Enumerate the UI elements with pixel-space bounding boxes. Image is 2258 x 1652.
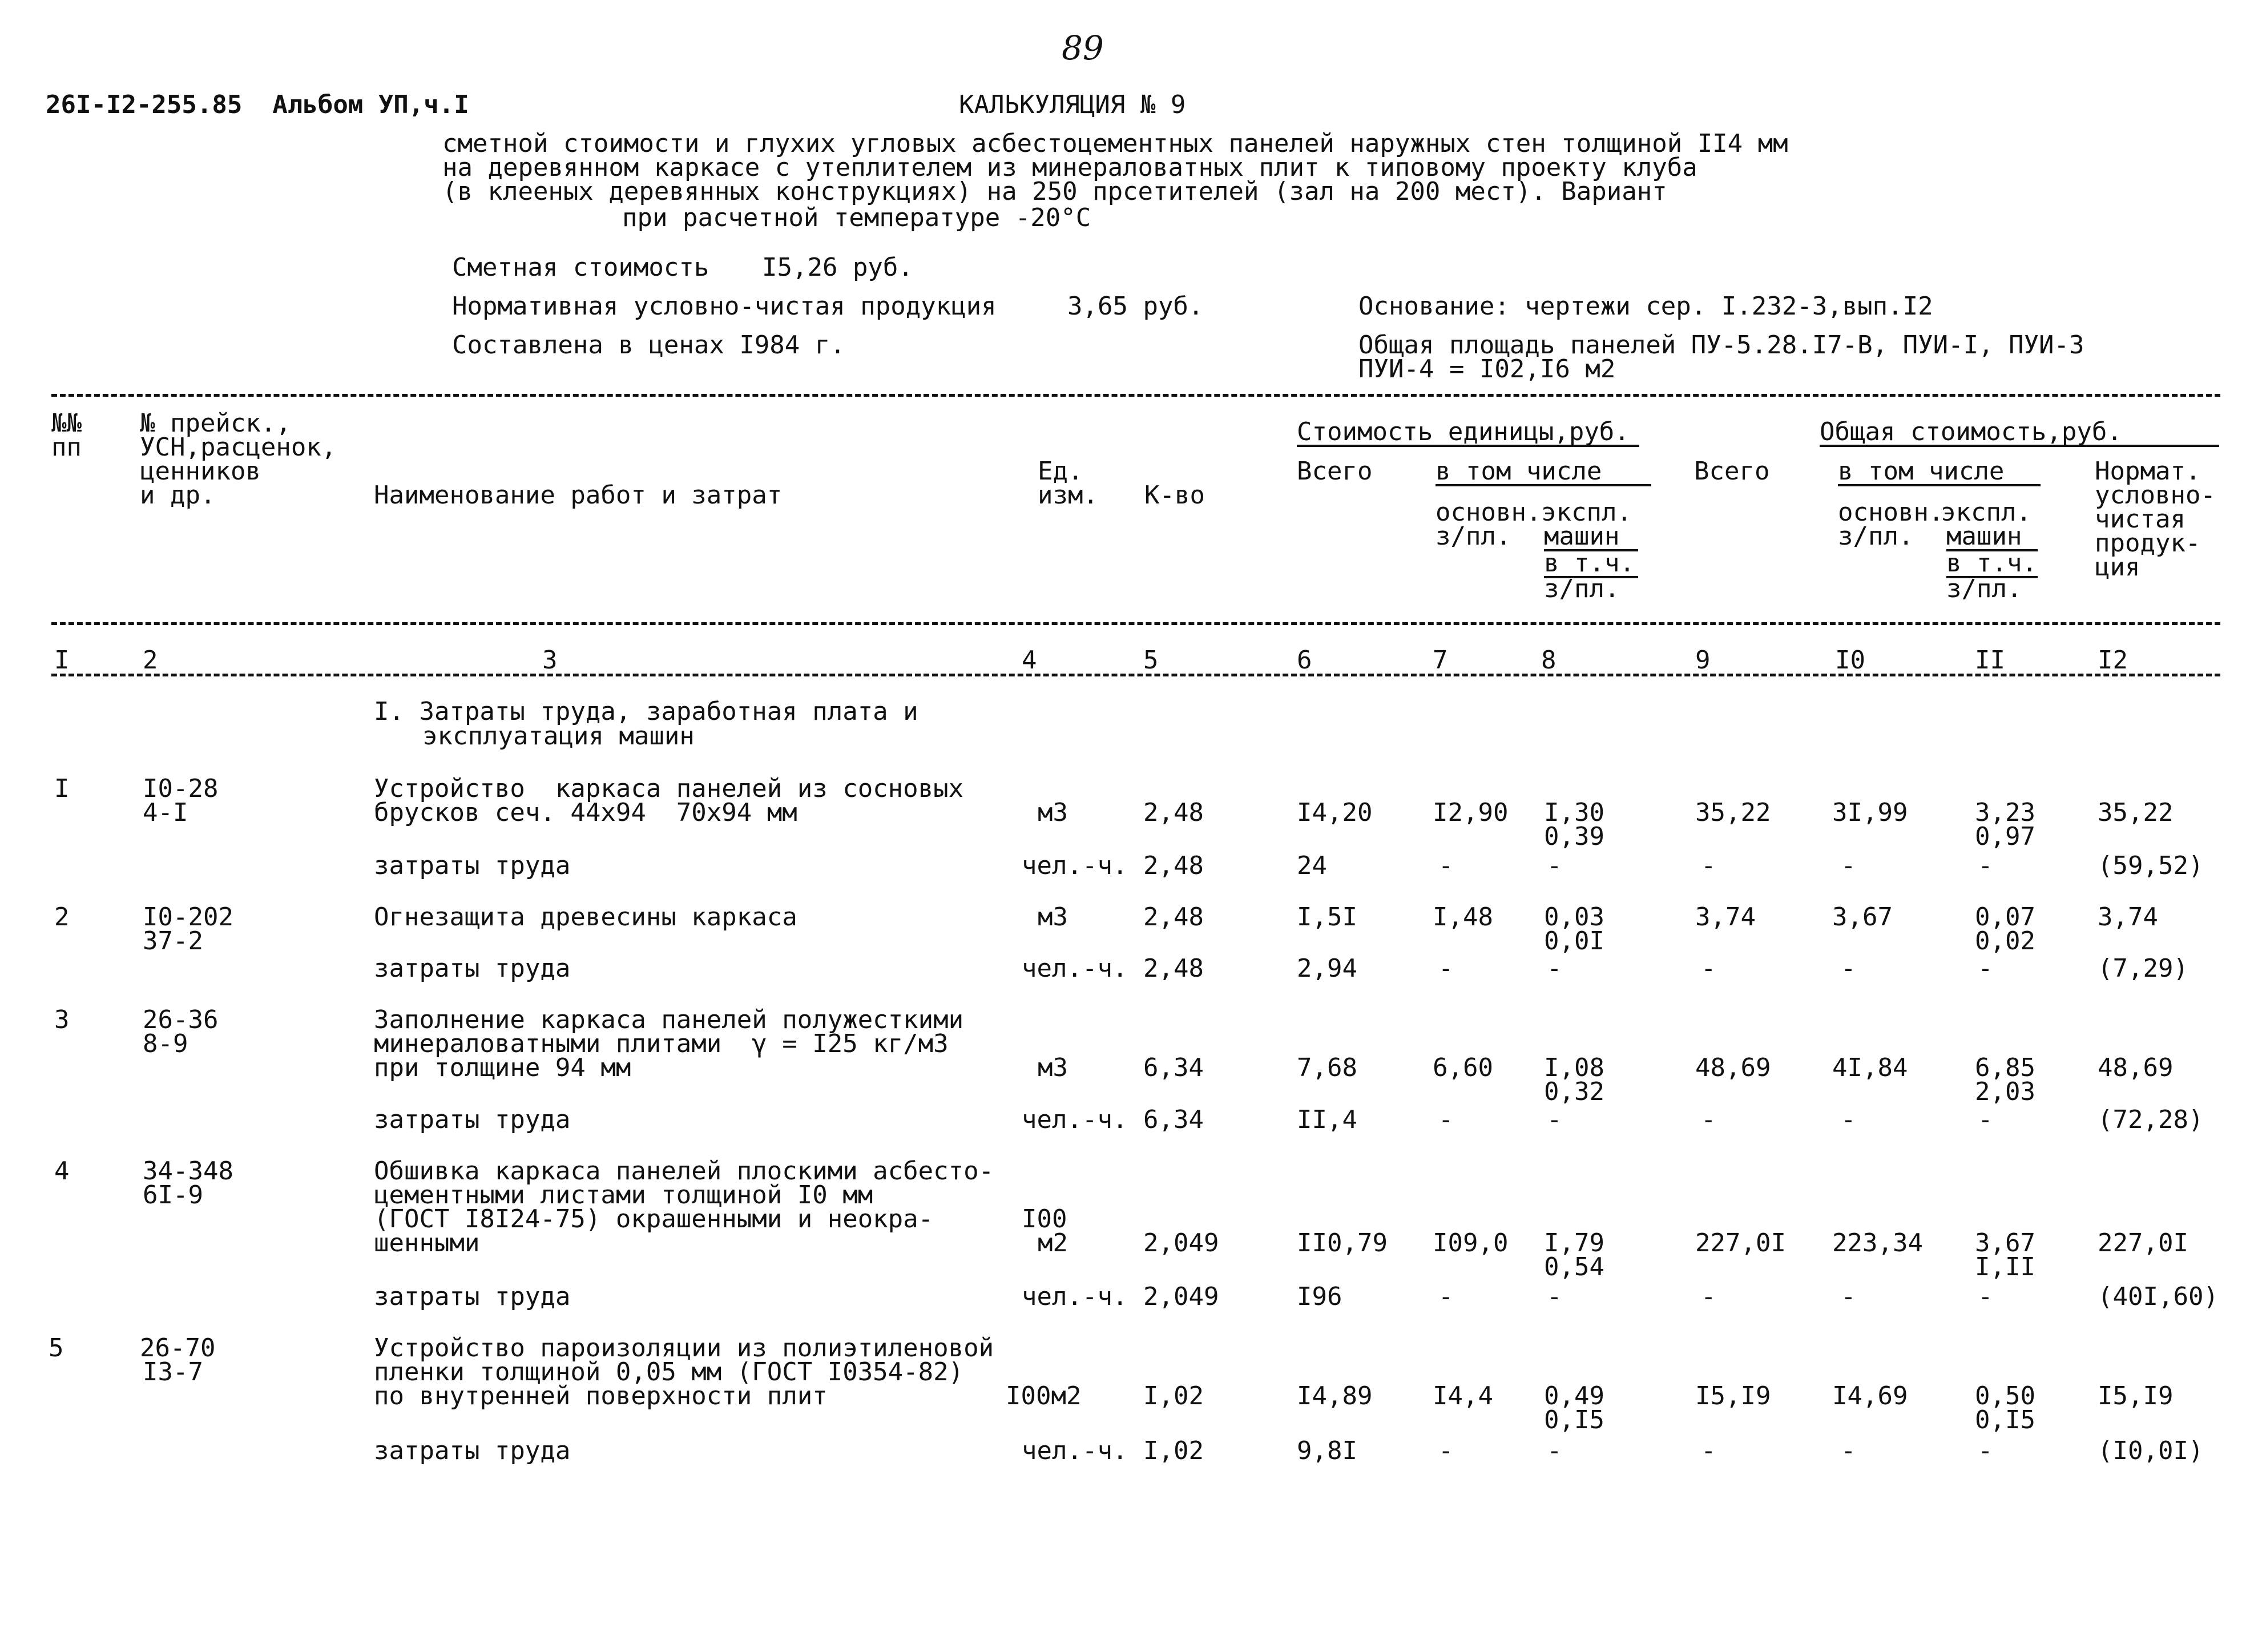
row-unit-base-wage: I,48 bbox=[1433, 902, 1493, 932]
labor-hours: 24 bbox=[1297, 851, 1327, 880]
row-unit-machines: I,79 bbox=[1544, 1228, 1604, 1258]
labor-dash: - bbox=[1547, 954, 1562, 983]
row-work-name: брусков сеч. 44х94 70х94 мм bbox=[374, 798, 797, 827]
row-number: 3 bbox=[54, 1005, 70, 1034]
row-code: 37-2 bbox=[143, 926, 203, 956]
labor-dash: - bbox=[1841, 851, 1856, 880]
row-unit-machines: I,30 bbox=[1544, 798, 1604, 827]
column-number: 2 bbox=[143, 646, 158, 675]
row-norm-product: 35,22 bbox=[2098, 798, 2174, 827]
labor-dash: - bbox=[1438, 954, 1454, 983]
header-unit-machines-wage: з/пл. bbox=[1544, 574, 1620, 603]
labor-dash: - bbox=[1978, 1282, 1993, 1311]
header-norm-product: ция bbox=[2095, 553, 2140, 582]
row-total-machines: 3,23 bbox=[1975, 798, 2035, 827]
panel-area-line: ПУИ-4 = I02,I6 м2 bbox=[1358, 354, 1616, 384]
row-unit-machines-wage: 0,54 bbox=[1544, 1252, 1604, 1282]
row-unit-machines-wage: 0,0I bbox=[1544, 926, 1604, 956]
row-total-base-wage: 4I,84 bbox=[1832, 1053, 1908, 1082]
row-unit: м3 bbox=[1038, 1053, 1068, 1082]
row-unit-total: 7,68 bbox=[1297, 1053, 1357, 1082]
row-total-machines-wage: 0,97 bbox=[1975, 822, 2035, 851]
row-unit-machines: 0,03 bbox=[1544, 902, 1604, 932]
row-unit-base-wage: I4,4 bbox=[1433, 1381, 1493, 1411]
prices-year-label: Составлена в ценах I984 г. bbox=[452, 331, 845, 360]
row-total-machines-wage: 0,I5 bbox=[1975, 1405, 2035, 1435]
calculation-title: КАЛЬКУЛЯЦИЯ № 9 bbox=[959, 90, 1186, 119]
labor-dash: - bbox=[1701, 1282, 1716, 1311]
row-unit-machines-wage: 0,32 bbox=[1544, 1077, 1604, 1106]
row-code: 4-I bbox=[143, 798, 188, 827]
labor-norm-product: (7,29) bbox=[2098, 954, 2188, 983]
normative-product-value: 3,65 руб. bbox=[1067, 292, 1204, 321]
row-unit-total: II0,79 bbox=[1297, 1228, 1388, 1258]
row-work-name: Устройство каркаса панелей из сосновых bbox=[374, 774, 964, 803]
labor-dash: - bbox=[1701, 851, 1716, 880]
header-unit-incl: в том числе bbox=[1436, 459, 1651, 486]
column-number: 9 bbox=[1695, 646, 1711, 675]
row-norm-product: I5,I9 bbox=[2098, 1381, 2174, 1411]
header-unit-base-wage: з/пл. bbox=[1436, 522, 1511, 551]
row-total: 48,69 bbox=[1695, 1053, 1771, 1082]
row-quantity: I,02 bbox=[1143, 1381, 1204, 1411]
row-total-machines-wage: 2,03 bbox=[1975, 1077, 2035, 1106]
labor-dash: - bbox=[1547, 1105, 1562, 1134]
labor-dash: - bbox=[1701, 1105, 1716, 1134]
labor-label: затраты труда bbox=[374, 1436, 571, 1465]
labor-unit: чел.-ч. bbox=[1022, 954, 1128, 983]
column-number: I0 bbox=[1835, 646, 1865, 675]
labor-quantity: 6,34 bbox=[1143, 1105, 1204, 1134]
labor-unit: чел.-ч. bbox=[1022, 851, 1128, 880]
table-top-rule bbox=[51, 394, 2220, 397]
labor-unit: чел.-ч. bbox=[1022, 1282, 1128, 1311]
row-quantity: 2,48 bbox=[1143, 902, 1204, 932]
row-unit-machines: I,08 bbox=[1544, 1053, 1604, 1082]
labor-label: затраты труда bbox=[374, 851, 571, 880]
row-unit-total: I,5I bbox=[1297, 902, 1357, 932]
header-total-cost-group: Общая стоимость,руб. bbox=[1820, 420, 2219, 447]
header-work-name: Наименование работ и затрат bbox=[374, 481, 783, 510]
labor-dash: - bbox=[1438, 1282, 1454, 1311]
labor-dash: - bbox=[1701, 954, 1716, 983]
row-norm-product: 48,69 bbox=[2098, 1053, 2174, 1082]
labor-hours: 2,94 bbox=[1297, 954, 1357, 983]
labor-quantity: 2,049 bbox=[1143, 1282, 1219, 1311]
row-unit-machines-wage: 0,I5 bbox=[1544, 1405, 1604, 1435]
column-number: 4 bbox=[1022, 646, 1037, 675]
labor-norm-product: (72,28) bbox=[2098, 1105, 2204, 1134]
row-unit-base-wage: I09,0 bbox=[1433, 1228, 1509, 1258]
labor-dash: - bbox=[1841, 1105, 1856, 1134]
row-unit: м3 bbox=[1038, 798, 1068, 827]
header-unit-machines: экспл. bbox=[1541, 498, 1632, 527]
row-norm-product: 3,74 bbox=[2098, 902, 2158, 932]
header-total-machines-wage: з/пл. bbox=[1946, 574, 2022, 603]
row-total-machines-wage: I,II bbox=[1975, 1252, 2035, 1282]
row-total-machines: 3,67 bbox=[1975, 1228, 2035, 1258]
labor-unit: чел.-ч. bbox=[1022, 1105, 1128, 1134]
column-number: II bbox=[1975, 646, 2005, 675]
row-total-machines: 0,50 bbox=[1975, 1381, 2035, 1411]
row-code: I0-202 bbox=[143, 902, 233, 932]
row-total-machines-wage: 0,02 bbox=[1975, 926, 2035, 956]
header-total-machines-wage: в т.ч. bbox=[1946, 549, 2037, 578]
header-norm-product: условно- bbox=[2095, 481, 2216, 510]
subtitle-line: сметной стоимости и глухих угловых асбестоцементных панелей наружных стен толщиной II4 мм bbox=[442, 129, 1788, 158]
labor-dash: - bbox=[1547, 1282, 1562, 1311]
header-total-base-wage: з/пл. bbox=[1838, 522, 1914, 551]
labor-dash: - bbox=[1978, 1105, 1993, 1134]
row-work-name: минераловатными плитами γ = I25 кг/м3 bbox=[374, 1029, 949, 1058]
row-code: 6I-9 bbox=[143, 1180, 203, 1210]
row-unit: м3 bbox=[1038, 902, 1068, 932]
column-number: 5 bbox=[1143, 646, 1159, 675]
document-code: 26I-I2-255.85 Альбом УП,ч.I bbox=[46, 90, 469, 119]
row-work-name: пленки толщиной 0,05 мм (ГОСТ I0354-82) bbox=[374, 1357, 964, 1387]
labor-dash: - bbox=[1978, 954, 1993, 983]
labor-dash: - bbox=[1978, 851, 1993, 880]
column-number: 8 bbox=[1541, 646, 1557, 675]
column-number: 3 bbox=[542, 646, 558, 675]
subtitle-line: на деревянном каркасе с утеплителем из минераловатных плит к типовому проекту клуба bbox=[442, 153, 1697, 182]
labor-dash: - bbox=[1841, 1436, 1856, 1465]
row-code: I3-7 bbox=[143, 1357, 203, 1387]
labor-label: затраты труда bbox=[374, 954, 571, 983]
labor-dash: - bbox=[1438, 1436, 1454, 1465]
labor-dash: - bbox=[1547, 1436, 1562, 1465]
column-number: 6 bbox=[1297, 646, 1312, 675]
row-total-base-wage: 3I,99 bbox=[1832, 798, 1908, 827]
page-number: 89 bbox=[1062, 29, 1104, 67]
header-number-line: пп bbox=[51, 433, 82, 462]
row-quantity: 2,049 bbox=[1143, 1228, 1219, 1258]
labor-dash: - bbox=[1547, 851, 1562, 880]
header-unit-machines-wage: в т.ч. bbox=[1544, 551, 1638, 578]
header-unit-total: Всего bbox=[1297, 457, 1373, 486]
row-unit: I00м2 bbox=[1006, 1381, 1082, 1411]
row-unit: I00 bbox=[1022, 1204, 1067, 1234]
row-number: 2 bbox=[54, 902, 70, 932]
header-unit-cost-group: Стоимость единицы,руб. bbox=[1297, 420, 1639, 447]
labor-dash: - bbox=[1438, 1105, 1454, 1134]
labor-dash: - bbox=[1978, 1436, 1993, 1465]
subtitle-line: при расчетной температуре -20°С bbox=[622, 203, 1091, 232]
row-work-name: шенными bbox=[374, 1228, 480, 1258]
row-code: 26-70 bbox=[140, 1333, 216, 1363]
row-code: 26-36 bbox=[143, 1005, 219, 1034]
header-total: Всего bbox=[1694, 457, 1770, 486]
labor-quantity: 2,48 bbox=[1143, 954, 1204, 983]
header-quantity: К-во bbox=[1144, 481, 1205, 510]
row-number: I bbox=[54, 774, 70, 803]
row-number: 5 bbox=[49, 1333, 64, 1363]
header-norm-product: продук- bbox=[2095, 529, 2201, 558]
labor-dash: - bbox=[1841, 1282, 1856, 1311]
header-norm-product: чистая bbox=[2095, 505, 2186, 534]
row-work-name: при толщине 94 мм bbox=[374, 1053, 631, 1082]
row-unit-base-wage: I2,90 bbox=[1433, 798, 1509, 827]
column-numbers-rule bbox=[51, 674, 2220, 676]
basis-reference: Основание: чертежи сер. I.232-3,вып.I2 bbox=[1358, 292, 1933, 321]
row-total-machines: 6,85 bbox=[1975, 1053, 2035, 1082]
section-title: I. Затраты труда, заработная плата и bbox=[374, 697, 918, 726]
labor-quantity: 2,48 bbox=[1143, 851, 1204, 880]
column-number: I2 bbox=[2098, 646, 2128, 675]
row-norm-product: 227,0I bbox=[2098, 1228, 2188, 1258]
section-title: эксплуатация машин bbox=[422, 722, 695, 751]
header-reference-line: ценников bbox=[140, 457, 261, 486]
labor-norm-product: (59,52) bbox=[2098, 851, 2204, 880]
subtitle-line: (в клееных деревянных конструкциях) на 250 прсетителей (зал на 200 мест). Вариант bbox=[442, 177, 1667, 206]
row-code: I0-28 bbox=[143, 774, 219, 803]
row-total-base-wage: 3,67 bbox=[1832, 902, 1893, 932]
labor-label: затраты труда bbox=[374, 1282, 571, 1311]
row-unit: м2 bbox=[1038, 1228, 1068, 1258]
header-total-machines: экспл. bbox=[1941, 498, 2031, 527]
header-reference-line: УСН,расценок, bbox=[140, 433, 337, 462]
row-total: I5,I9 bbox=[1695, 1381, 1771, 1411]
row-work-name: по внутренней поверхности плит bbox=[374, 1381, 828, 1411]
row-quantity: 2,48 bbox=[1143, 798, 1204, 827]
row-unit-total: I4,89 bbox=[1297, 1381, 1373, 1411]
row-work-name: Обшивка каркаса панелей плоскими асбесто- bbox=[374, 1157, 994, 1186]
header-total-base-wage: основн. bbox=[1838, 498, 1944, 527]
labor-hours: II,4 bbox=[1297, 1105, 1357, 1134]
row-total: 3,74 bbox=[1695, 902, 1756, 932]
labor-label: затраты труда bbox=[374, 1105, 571, 1134]
panel-area-line: Общая площадь панелей ПУ-5.28.I7-В, ПУИ-I, ПУИ-3 bbox=[1358, 331, 2084, 360]
row-total-machines: 0,07 bbox=[1975, 902, 2035, 932]
row-unit-machines-wage: 0,39 bbox=[1544, 822, 1604, 851]
normative-product-label: Нормативная условно-чистая продукция bbox=[452, 292, 997, 321]
estimated-cost-label: Сметная стоимость bbox=[452, 253, 709, 282]
row-total: 227,0I bbox=[1695, 1228, 1786, 1258]
header-reference-line: и др. bbox=[140, 481, 216, 510]
column-number: 7 bbox=[1433, 646, 1448, 675]
labor-norm-product: (I0,0I) bbox=[2098, 1436, 2204, 1465]
header-number-line: №№ bbox=[51, 409, 82, 438]
header-norm-product: Нормат. bbox=[2095, 457, 2201, 486]
labor-unit: чел.-ч. bbox=[1022, 1436, 1128, 1465]
row-unit-base-wage: 6,60 bbox=[1433, 1053, 1493, 1082]
row-total-base-wage: I4,69 bbox=[1832, 1381, 1908, 1411]
row-code: 34-348 bbox=[143, 1157, 233, 1186]
row-total-base-wage: 223,34 bbox=[1832, 1228, 1923, 1258]
row-unit-machines: 0,49 bbox=[1544, 1381, 1604, 1411]
row-work-name: Заполнение каркаса панелей полужесткими bbox=[374, 1005, 964, 1034]
header-unit-line: изм. bbox=[1038, 481, 1098, 510]
labor-quantity: I,02 bbox=[1143, 1436, 1204, 1465]
labor-dash: - bbox=[1841, 954, 1856, 983]
header-total-machines: машин bbox=[1946, 524, 2038, 551]
row-work-name: (ГОСТ I8I24-75) окрашенными и неокра- bbox=[374, 1204, 934, 1234]
estimated-cost-value: I5,26 руб. bbox=[762, 253, 913, 282]
row-work-name: Огнезащита древесины каркаса bbox=[374, 902, 797, 932]
labor-hours: I96 bbox=[1297, 1282, 1342, 1311]
column-number: I bbox=[54, 646, 70, 675]
row-work-name: Устройство пароизоляции из полиэтиленовой bbox=[374, 1333, 994, 1363]
labor-hours: 9,8I bbox=[1297, 1436, 1357, 1465]
row-quantity: 6,34 bbox=[1143, 1053, 1204, 1082]
header-reference-line: № прейск., bbox=[140, 409, 291, 438]
row-number: 4 bbox=[54, 1157, 70, 1186]
row-unit-total: I4,20 bbox=[1297, 798, 1373, 827]
labor-dash: - bbox=[1438, 851, 1454, 880]
row-work-name: цементными листами толщиной I0 мм bbox=[374, 1180, 873, 1210]
header-unit-line: Ед. bbox=[1038, 457, 1083, 486]
labor-dash: - bbox=[1701, 1436, 1716, 1465]
header-bottom-rule bbox=[51, 622, 2220, 625]
header-unit-base-wage: основн. bbox=[1436, 498, 1542, 527]
row-total: 35,22 bbox=[1695, 798, 1771, 827]
header-unit-machines: машин bbox=[1544, 524, 1638, 551]
header-total-incl: в том числе bbox=[1838, 459, 2041, 486]
labor-norm-product: (40I,60) bbox=[2098, 1282, 2219, 1311]
row-code: 8-9 bbox=[143, 1029, 188, 1058]
